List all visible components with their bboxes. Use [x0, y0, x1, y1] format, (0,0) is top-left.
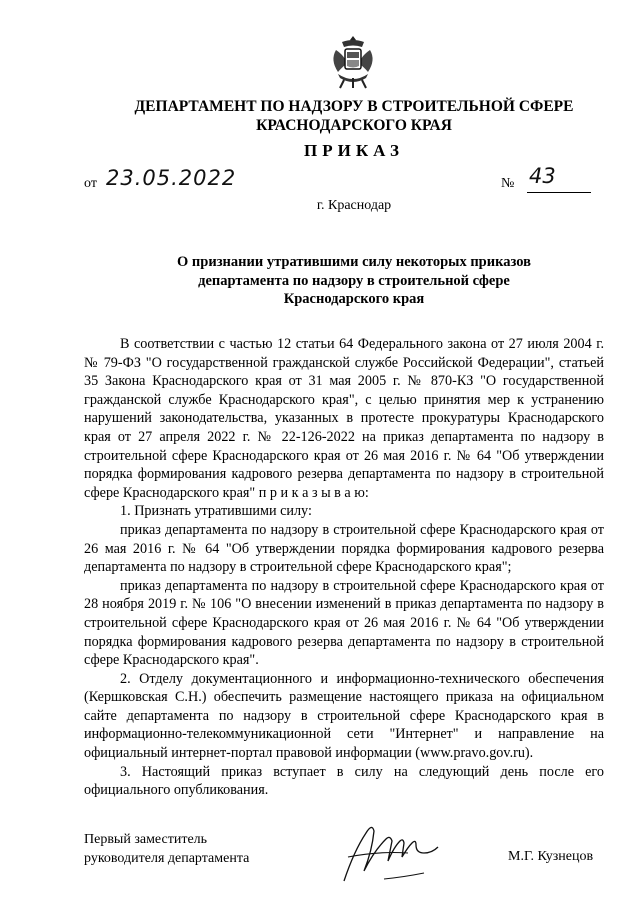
handwritten-number: 43: [529, 164, 556, 188]
paragraph-repealed-order-1: приказ департамента по надзору в строительной сфере Краснодарского края от 26 мая 2016 г. № 64 "Об утверждении порядка формирования кадрового резерва департамента по надзору в строительной сфере Краснодарского края";: [84, 521, 604, 576]
signatory-position: [84, 830, 249, 868]
department-name-line2: КРАСНОДАРСКОГО КРАЯ: [256, 117, 452, 134]
position-line2: руководителя департамента: [84, 851, 250, 866]
number-underline: [527, 192, 591, 193]
position-line1: Первый заместитель: [84, 832, 208, 847]
date-prefix: от: [84, 176, 97, 191]
document-body: [84, 335, 604, 800]
paragraph-item-2: 2. Отделу документационного и информационно-технического обеспечения (Кершковская С.Н.) обеспечить размещение настоящего приказа на официальном сайте департамента по надзору в строительной сфере Краснодарского края в информационно-телекоммуникационной сети "Интернет" и направление на официальный интернет-портал правовой информации (www.pravo.gov.ru).: [84, 670, 604, 762]
paragraph-item-1: 1. Признать утратившими силу:: [120, 503, 312, 520]
date-number-row: [84, 164, 604, 196]
paragraph-repealed-order-2: приказ департамента по надзору в строительной сфере Краснодарского края от 28 ноября 2019 г. № 106 "О внесении изменений в приказ департамента по надзору в строительной сфере Краснодарского края от 26 мая 2016 г. № 64 "Об утверждении порядка формирования кадрового резерва департамента по надзору в строительной сфере Краснодарского края".: [84, 577, 604, 669]
signatory-name: М.Г. Кузнецов: [508, 849, 594, 864]
document-subject: [0, 253, 640, 309]
paragraph-preamble: В соответствии с частью 12 статьи 64 Федерального закона от 27 июля 2004 г. № 79-ФЗ "О государственной гражданской службе Российской Федерации", статьей 35 Закона Краснодарского края от 31 мая 2005 г. № 870-КЗ "О государственной гражданской службе Краснодарского края", с целью принятия мер к устранению нарушений законодательства, указанных в протесте прокуратуры Краснодарского края от 27 апреля 2022 г. № 22-126-2022 на приказ департамента по надзору в строительной сфере Краснодарского края от 26 мая 2016 г. № 64 "Об утверждении порядка формирования кадрового резерва департамента по надзору в строительной сфере Краснодарского края" п р и к а з ы в а ю:: [84, 336, 604, 501]
paragraph-item-3: 3. Настоящий приказ вступает в силу на следующий день после его официального опубликования.: [84, 763, 604, 799]
city: г. Краснодар: [316, 198, 392, 213]
subject-line2: департамента по надзору в строительной сфере: [198, 272, 510, 289]
number-label: №: [501, 176, 515, 191]
handwritten-signature: [336, 813, 446, 887]
subject-line3: Краснодарского края: [283, 291, 425, 307]
department-name-line1: ДЕПАРТАМЕНТ ПО НАДЗОРУ В СТРОИТЕЛЬНОЙ СФЕРЕ: [134, 98, 574, 115]
document-type-title: ПРИКАЗ: [304, 141, 404, 160]
coat-of-arms-emblem: [330, 34, 376, 90]
handwritten-date: 23.05.2022: [106, 166, 237, 190]
subject-line1: О признании утратившими силу некоторых приказов: [177, 254, 531, 270]
